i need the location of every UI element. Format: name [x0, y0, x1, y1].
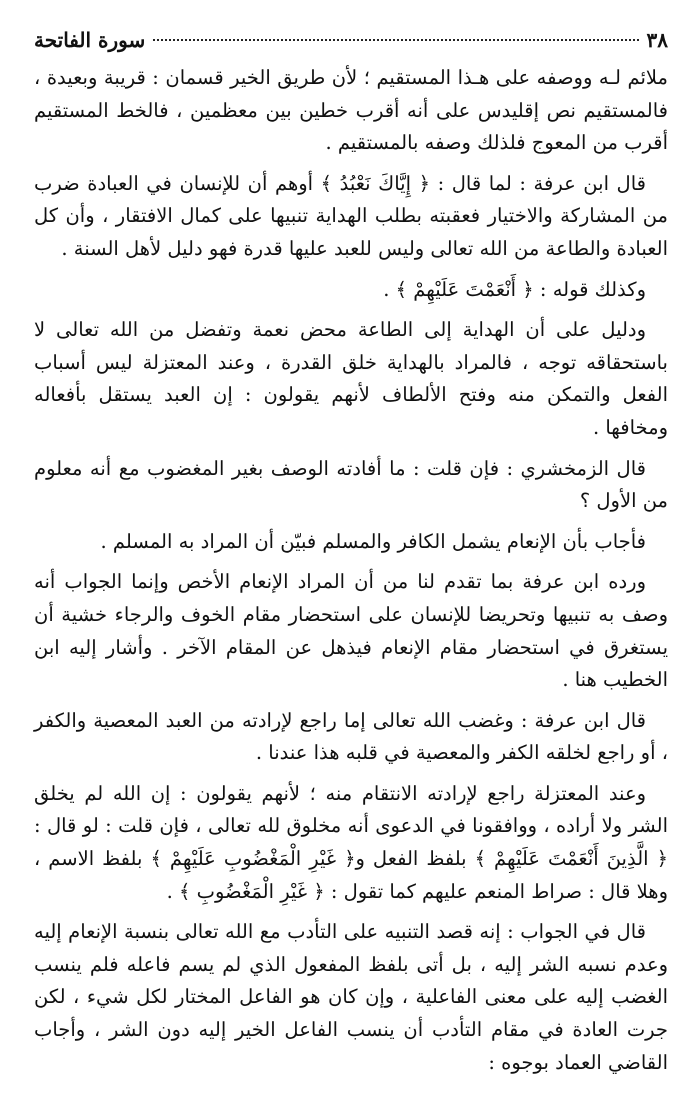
paragraph-9: وعند المعتزلة راجع لإرادته الانتقام منه ؛ لأنهم يقولون : إن الله لم يخلق الشر ولا أراده ، ووافقونا في الدعوى أنه مخلوق لله تعالى ، فإن قلت : لو قال : ﴿ الَّذِينَ أَنْعَمْتَ عَلَيْهِمْ ﴾ بلفظ الفعل و﴿ غَيْرِ الْمَغْضُوبِ عَلَيْهِمْ ﴾ بلفظ الاسم ، وهلا قال : صراط المنعم عليهم كما تقول : ﴿ غَيْرِ الْمَغْضُوبِ ﴾ . [34, 781, 668, 903]
running-header [34, 26, 668, 54]
paragraph-6: فأجاب بأن الإنعام يشمل الكافر والمسلم فبيّن أن المراد به المسلم . [100, 529, 646, 553]
body-text [34, 62, 668, 1079]
header-dotted-leader [153, 38, 638, 41]
paragraph-1: ملائم لـه ووصفه على هـذا المستقيم ؛ لأن طريق الخير قسمان : قريبة وبعيدة ، فالمستقيم نص إقليدس على أنه أقرب خطين بين معظمين ، فالخط المستقيم أقرب من المعوج فلذلك وصفه بالمستقيم . [34, 66, 668, 155]
paragraph-4: ودليل على أن الهداية إلى الطاعة محض نعمة وتفضل من الله تعالى لا باستحقاقه توجه ، فالمراد بالهداية خلق القدرة ، وعند المعتزلة ليس أسباب الفعل والتمكن منه وفتح الألطاف لأنهم يقولون : إن العبد يستقل بأفعاله ومخافها . [34, 318, 668, 439]
paragraph-5: قال الزمخشري : فإن قلت : ما أفادته الوصف بغير المغضوب مع أنه معلوم من الأول ؟ [34, 456, 668, 513]
paragraph-7: ورده ابن عرفة بما تقدم لنا من أن المراد الإنعام الأخص وإنما الجواب أنه وصف به تنبيها وتحريضا للإنسان على استحضار مقام الخوف والرجاء خشية أن يستغرق في استحضار مقام الإنعام فيذهل عن المقام الآخر . وأشار إليه ابن الخطيب هنا . [34, 570, 668, 692]
paragraph-8: قال ابن عرفة : وغضب الله تعالى إما راجع لإرادته من العبد المعصية والكفر ، أو راجع لخلقه الكفر والمعصية في قلبه هذا عندنا . [34, 708, 668, 765]
paragraph-10: قال في الجواب : إنه قصد التنبيه على التأدب مع الله تعالى بنسبة الإنعام إليه وعدم نسبه الشر إليه ، بل أتى بلفظ المفعول الذي لم يسم فاعله فلم ينسب الغضب إليه على معنى الفاعلية ، وإن كان هو الفاعل المختار لكل شيء ، لكن جرت العادة في مقام التأدب أن ينسب الفاعل الخير إليه دون الشر ، وأجاب القاضي العماد بوجوه : [34, 920, 668, 1074]
paragraph-2: قال ابن عرفة : لما قال : ﴿ إِيَّاكَ نَعْبُدُ ﴾ أوهم أن للإنسان في العبادة ضرب من المشاركة والاختيار فعقبته بطلب الهداية تنبيها على كمال الافتقار ، وأن كل العبادة والطاعة من الله تعالى وليس للعبد عليها قدرة فهو دليل لأهل السنة . [34, 171, 668, 260]
chapter-title: سورة الفاتحة [34, 28, 146, 52]
page-number: ٣٨ [646, 28, 668, 52]
paragraph-3: وكذلك قوله : ﴿ أَنْعَمْتَ عَلَيْهِمْ ﴾ . [383, 277, 646, 301]
